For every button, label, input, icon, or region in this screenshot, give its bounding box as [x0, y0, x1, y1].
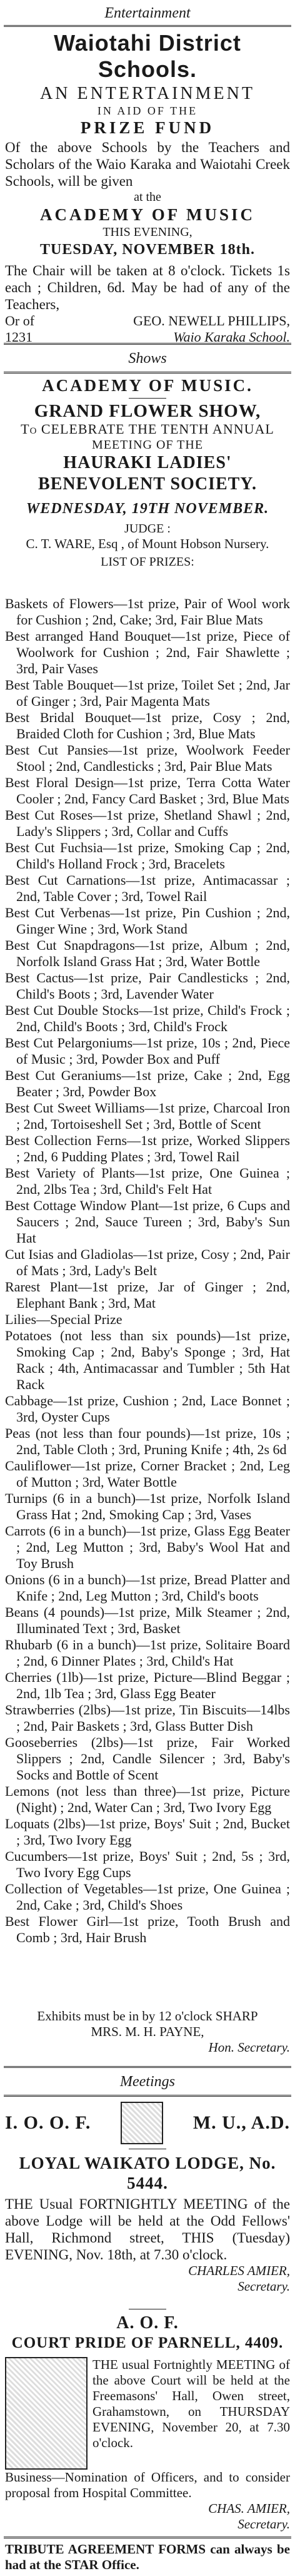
entertainment-ad [5, 30, 290, 345]
prize-item: Cucumbers—1st prize, Boys' Suit ; 2nd, 5s ; 3rd, Two Ivory Egg Cups [5, 1848, 290, 1880]
judge-heading: JUDGE : [124, 522, 171, 536]
prize-item: Potatoes (not less than six pounds)—1st prize, Smoking Cap ; 2nd, Baby's Sponge ; 3rd, Hat Rack ; 4th, Antimacassar and Tumbler ; 5th Hat Rack [5, 1328, 290, 1392]
lodge-signature: CHARLES AMIER, [188, 2263, 290, 2278]
prize-item: Best Cut Pansies—1st prize, Woolwork Feeder Stool ; 2nd, Candlesticks ; 3rd, Pair Blue Mats [5, 742, 290, 774]
list-heading: LIST OF PRIZES: [101, 555, 194, 569]
prize-item: Best Collection Ferns—1st prize, Worked Slippers ; 2nd, 6 Pudding Plates ; 3rd, Towel Rail [5, 1133, 290, 1164]
prize-item: Strawberries (2lbs)—1st prize, Tin Biscuits—14lbs ; 2nd, Pair Baskets ; 3rd, Glass Butter Dish [5, 1702, 290, 1734]
prize-item: Best Cut Fuchsia—1st prize, Smoking Cap ; 2nd, Child's Holland Frock ; 3rd, Bracelets [5, 840, 290, 872]
ad-fund: PRIZE FUND [80, 118, 215, 137]
court-body: THE usual Fortnightly MEETING of the above Court will be held at the Freemasons' Hall, Owen street, Grahamstown, on THURSDAY EVENING, November 20, at 7.30 o'clock. [92, 2357, 290, 2450]
prize-item: Collection of Vegetables—1st prize, One Guinea ; 2nd, Cake ; 3rd, Child's Shoes [5, 1881, 290, 1913]
prize-item: Gooseberries (2lbs)—1st prize, Fair Worked Slippers ; 2nd, Candle Silencer ; 3rd, Baby's Socks and Bottle of Scent [5, 1734, 290, 1783]
court-business: Business—Nomination of Officers, and to consider proposal from Hospital Committee. [5, 2470, 290, 2500]
court-ad [5, 2309, 290, 2532]
prize-item: Best Cut Geraniums—1st prize, Cake ; 2nd, Egg Beater ; 3rd, Powder Box [5, 1067, 290, 1099]
divider [129, 398, 166, 399]
divider [4, 2095, 291, 2097]
section-heading-shows [5, 348, 290, 369]
lodge-body: THE Usual FORTNIGHTLY MEETING of the above Lodge will be held at the Odd Fellows' Hall, Richmond street, THIS (Tuesday) EVENING, Nov. 18th, at 7.30 o'clock. [5, 2196, 290, 2263]
prize-item: Best Cut Sweet Williams—1st prize, Charcoal Iron ; 2nd, Tortoiseshell Set ; 3rd, Bottle of Scent [5, 1100, 290, 1132]
lodge-emblem-icon [121, 2102, 163, 2144]
prize-item: Best Flower Girl—1st prize, Tooth Brush and Comb ; 3rd, Hair Brush [5, 1913, 290, 1945]
prize-list [5, 596, 290, 1946]
prize-item: Beans (4 pounds)—1st prize, Milk Steamer ; 2nd, Illuminated Text ; 3rd, Basket [5, 1604, 290, 1636]
show-footer [5, 2008, 290, 2055]
ad-lead: AN ENTERTAINMENT [40, 84, 255, 103]
ad-body: Of the above Schools by the Teachers and Scholars of the Waio Karaka and Waiotahi Creek Schools, will be given [5, 140, 290, 189]
prize-item: Best arranged Hand Bouquet—1st prize, Piece of Woolwork for Cushion ; 2nd, Fair Shawlette ; 3rd, Pair Vases [5, 628, 290, 676]
prize-item: Rhubarb (6 in a bunch)—1st prize, Solitaire Board ; 2nd, 6 Dinner Plates ; 3rd, Child's Hat [5, 1637, 290, 1669]
ad-at: at the [134, 190, 161, 204]
show-date: WEDNESDAY, 19TH NOVEMBER. [26, 501, 269, 517]
prize-item: Best Cactus—1st prize, Pair Candlesticks ; 2nd, Child's Boots ; 3rd, Lavender Water [5, 970, 290, 1002]
lodge-sig-title: Secretary. [238, 2279, 290, 2294]
ioof-heading: I. O. O. F. [5, 2112, 91, 2133]
tribute-ad [5, 2542, 290, 2573]
court-sig-title: Secretary. [238, 2517, 290, 2532]
flower-show-ad [5, 375, 290, 569]
signature-title: Hon. Secretary. [208, 2040, 290, 2055]
lodge-ad [5, 2101, 290, 2294]
prize-item: Cabbage—1st prize, Cushion ; 2nd, Lace Bonnet ; 3rd, Oyster Cups [5, 1393, 290, 1425]
prize-item: Lilies—Special Prize [5, 1311, 122, 1327]
ad-contact: GEO. NEWELL PHILLIPS, [133, 313, 290, 328]
prize-item: Best Table Bouquet—1st prize, Toilet Set ; 2nd, Jar of Ginger ; 3rd, Pair Magenta Mats [5, 677, 290, 709]
aof-heading: A. O. F. [116, 2313, 179, 2333]
show-society: HAURAKI LADIES' BENEVOLENT SOCIETY. [38, 453, 257, 494]
divider [4, 343, 291, 345]
divider [4, 372, 291, 374]
prize-item: Cauliflower—1st prize, Corner Bracket ; 2nd, Leg of Mutton ; 3rd, Water Bottle [5, 1458, 290, 1490]
ad-title: Waiotahi District Schools. [54, 30, 241, 82]
section-title: Shows [128, 350, 167, 367]
section-heading-meetings [5, 2071, 290, 2092]
divider [4, 2537, 291, 2538]
prize-item: Best Bridal Bouquet—1st prize, Cosy ; 2nd, Braided Cloth for Cushion ; 3rd, Blue Mats [5, 710, 290, 741]
mu-heading: M. U., A.D. [192, 2112, 290, 2133]
show-line2: MEETING OF THE [91, 438, 204, 452]
divider [4, 25, 291, 27]
section-heading-entertainment [5, 3, 290, 24]
prize-item: Peas (not less than four pounds)—1st prize, 10s ; 2nd, Table Cloth ; 3rd, Pruning Knife ; 4th, 2s 6d [5, 1425, 290, 1457]
ad-evening: THIS EVENING, [102, 225, 192, 239]
ad-or-of: Or of [5, 313, 35, 328]
tribute-text: TRIBUTE AGREEMENT FORMS can always be had at the STAR Office. [5, 2542, 290, 2572]
prize-item: Best Cut Verbenas—1st prize, Pin Cushion ; 2nd, Ginger Wine ; 3rd, Work Stand [5, 905, 290, 937]
ad-date: TUESDAY, NOVEMBER 18th. [40, 242, 255, 258]
prize-item: Best Cut Carnations—1st prize, Antimacassar ; 2nd, Table Cover ; 3rd, Towel Rail [5, 872, 290, 904]
section-title: Meetings [120, 2074, 175, 2090]
section-title: Entertainment [104, 5, 191, 21]
signature: MRS. M. H. PAYNE, [91, 2024, 204, 2039]
court-title: COURT PRIDE OF PARNELL, 4409. [11, 2334, 284, 2351]
lodge-title: LOYAL WAIKATO LODGE, No. 5444. [19, 2154, 276, 2192]
prize-item: Cut Isias and Gladiolas—1st prize, Cosy ; 2nd, Pair of Mats ; 3rd, Lady's Belt [5, 1246, 290, 1278]
prize-item: Best Floral Design—1st prize, Terra Cotta Water Cooler ; 2nd, Fancy Card Basket ; 3rd, Blue Mats [5, 775, 290, 807]
court-signature: CHAS. AMIER, [208, 2501, 290, 2516]
exhibits-note: Exhibits must be in by 12 o'clock SHARP [37, 2008, 258, 2024]
prize-item: Cherries (1lb)—1st prize, Picture—Blind Beggar ; 2nd, 1lb Tea ; 3rd, Glass Egg Beater [5, 1669, 290, 1701]
prize-item: Lemons (not less than three)—1st prize, Picture (Night) ; 2nd, Water Can ; 3rd, Two Ivory Egg [5, 1783, 290, 1815]
prize-item: Carrots (6 in a bunch)—1st prize, Glass Egg Beater ; 2nd, Leg Mutton ; 3rd, Baby's Wool Hat and Toy Brush [5, 1523, 290, 1571]
prize-item: Onions (6 in a bunch)—1st prize, Bread Platter and Knife ; 2nd, Leg Mutton ; 3rd, Child's boots [5, 1572, 290, 1604]
show-title: GRAND FLOWER SHOW, [34, 401, 261, 421]
show-venue: ACADEMY OF MUSIC. [42, 376, 253, 395]
forester-emblem-icon [5, 2357, 88, 2470]
prize-item: Loquats (2lbs)—1st prize, Boys' Suit ; 2nd, Bucket ; 3rd, Two Ivory Egg [5, 1816, 290, 1848]
show-line1: To CELEBRATE THE TENTH ANNUAL [21, 421, 274, 437]
ad-venue: ACADEMY OF MUSIC [40, 205, 255, 224]
prize-item: Best Cottage Window Plant—1st prize, 6 Cups and Saucers ; 2nd, Sauce Tureen ; 3rd, Baby's Sun Hat [5, 1198, 290, 1246]
ad-school: Waio Karaka School. [173, 329, 290, 345]
prize-item: Baskets of Flowers—1st prize, Pair of Wool work for Cushion ; 2nd, Cake; 3rd, Fair Blue Mats [5, 596, 290, 628]
judge-name: C. T. WARE, Esq , of Mount Hobson Nursery. [26, 536, 269, 551]
ad-ref: 1231 [5, 329, 32, 345]
ad-details: The Chair will be taken at 8 o'clock. Tickets 1s each ; Children, 6d. May be had of any of the Teachers, [5, 263, 290, 312]
ad-aid: IN AID OF THE [97, 104, 198, 117]
prize-item: Turnips (6 in a bunch)—1st prize, Norfolk Island Grass Hat ; 2nd, Smoking Cap ; 3rd, Vases [5, 1490, 290, 1522]
prize-item: Rarest Plant—1st prize, Jar of Ginger ; 2nd, Elephant Bank ; 3rd, Mat [5, 1279, 290, 1311]
prize-item: Best Cut Snapdragons—1st prize, Album ; 2nd, Norfolk Island Grass Hat ; 3rd, Water Bottle [5, 937, 290, 969]
divider [4, 2066, 291, 2068]
prize-item: Best Variety of Plants—1st prize, One Guinea ; 2nd, 2lbs Tea ; 3rd, Child's Felt Hat [5, 1165, 290, 1197]
prize-item: Best Cut Pelargoniums—1st prize, 10s ; 2nd, Piece of Music ; 3rd, Powder Box and Puff [5, 1035, 290, 1067]
prize-item: Best Cut Double Stocks—1st prize, Child's Frock ; 2nd, Child's Boots ; 3rd, Child's Frock [5, 1002, 290, 1034]
prize-item: Best Cut Roses—1st prize, Shetland Shawl ; 2nd, Lady's Slippers ; 3rd, Collar and Cuffs [5, 807, 290, 839]
